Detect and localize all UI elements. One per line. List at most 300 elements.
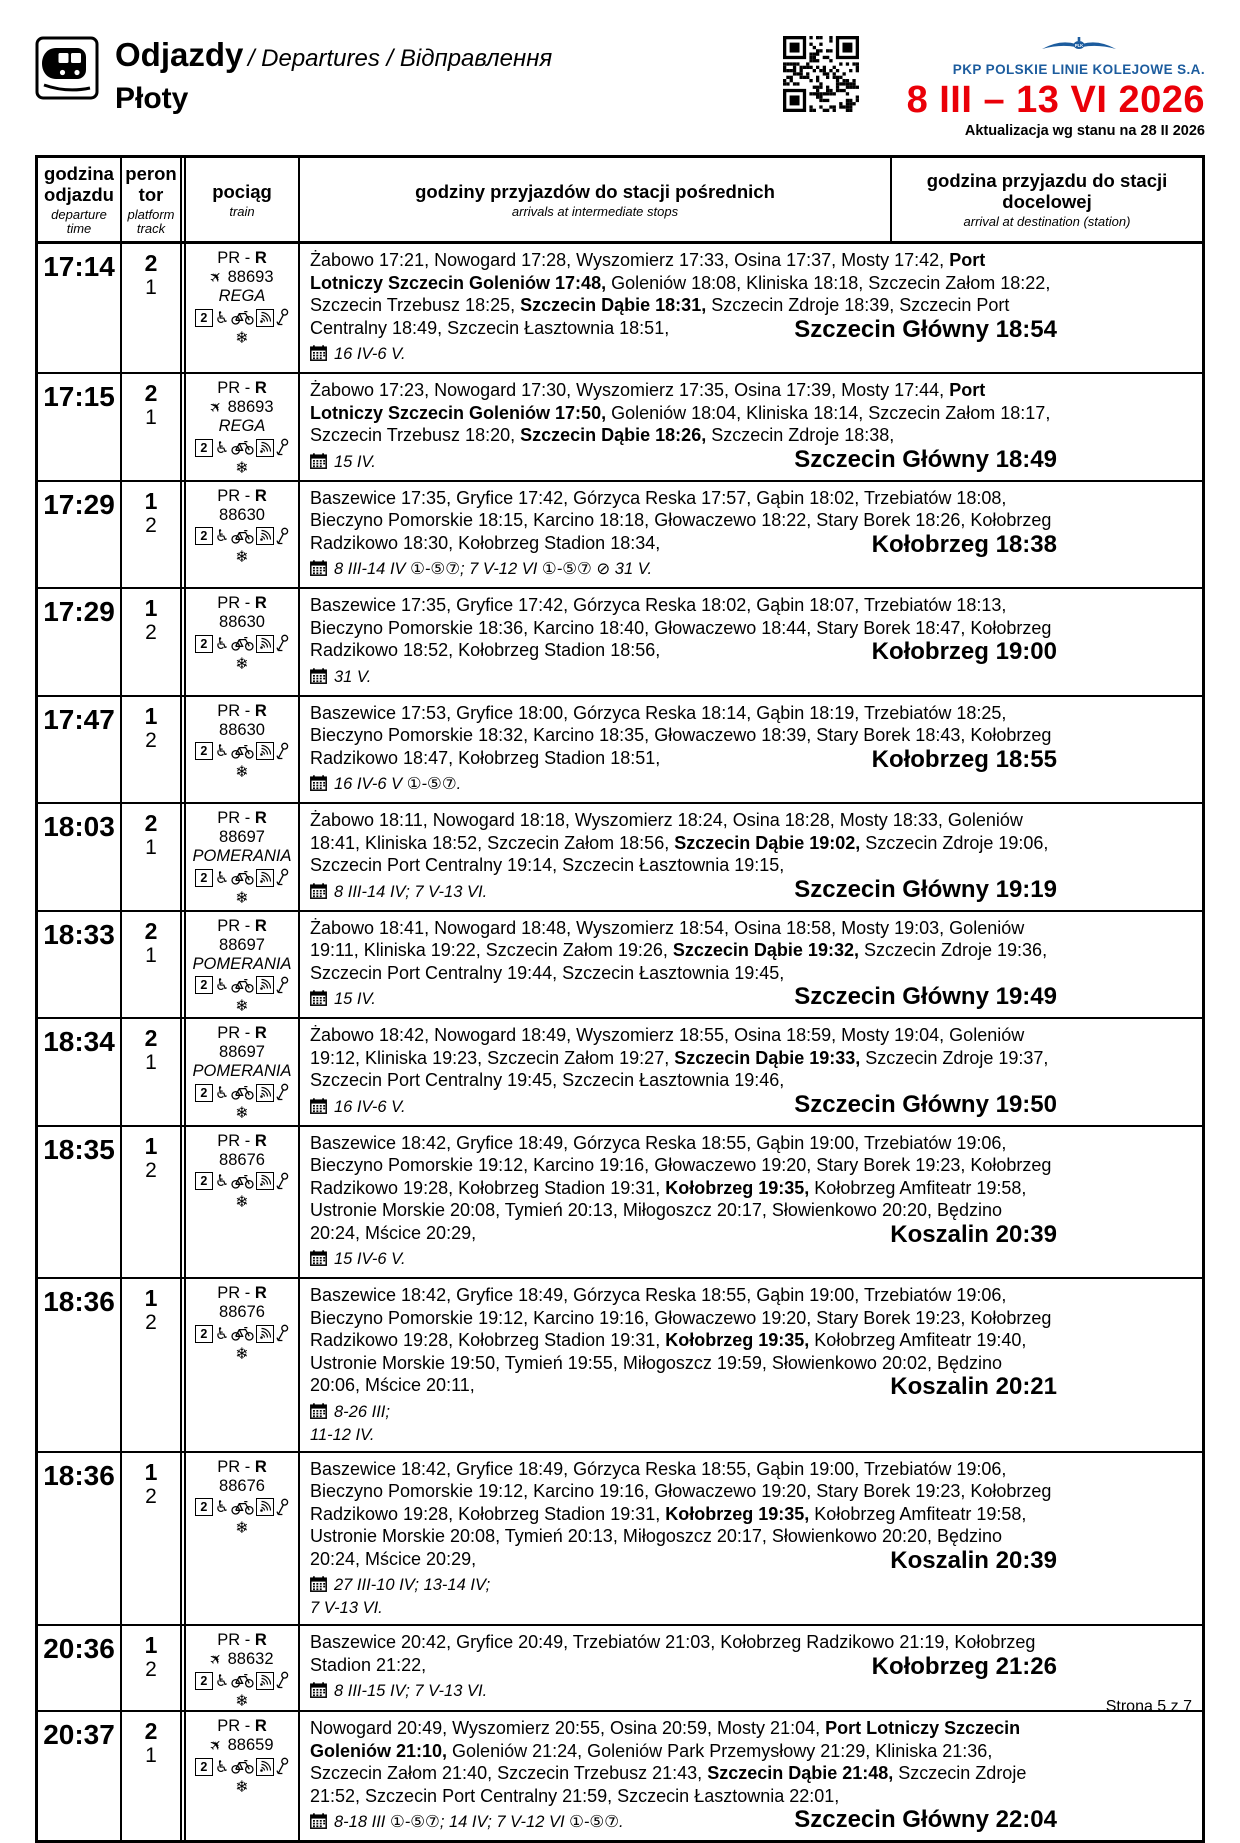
air-conditioning-icon: ❄ xyxy=(235,1517,249,1537)
train-name: POMERANIA xyxy=(192,1062,292,1080)
stop-text: Szczecin Zdroje 21:52, Szczecin Port Centralny 21:59, Szczecin Łasztownia 22:01, xyxy=(310,1763,1027,1806)
train-category: PR - R xyxy=(217,249,267,267)
track-number: 2 xyxy=(145,1658,157,1681)
calendar-restrictions xyxy=(310,1681,1192,1704)
calendar-icon xyxy=(310,1098,327,1120)
timetable-body xyxy=(38,244,1202,1840)
train-number: 88676 xyxy=(219,1303,265,1321)
column-header-platform-en: platform track xyxy=(127,207,175,236)
calendar-restrictions xyxy=(310,452,1192,475)
conductor-icon xyxy=(276,308,289,327)
class-2-icon: 2 xyxy=(195,742,213,760)
plane-icon: ✈ xyxy=(205,266,228,288)
bicycle-icon xyxy=(231,1326,254,1341)
departure-time: 18:03 xyxy=(43,811,115,842)
platform-number: 1 xyxy=(144,1458,158,1485)
train-cell xyxy=(180,1453,298,1625)
wheelchair-icon: ♿ xyxy=(214,526,230,545)
calendar-text: 11-12 IV. xyxy=(310,1425,375,1444)
platform-track-cell xyxy=(120,374,180,480)
header-right-column xyxy=(875,36,1205,139)
departure-time: 17:15 xyxy=(43,381,115,412)
table-row xyxy=(38,802,1202,910)
platform-number: 2 xyxy=(144,1718,158,1744)
calendar-text: 15 IV. xyxy=(334,990,376,1008)
departure-time: 20:36 xyxy=(43,1633,115,1664)
track-number: 1 xyxy=(145,276,157,299)
intermediate-stops xyxy=(310,1132,1192,1248)
intermediate-stops xyxy=(310,594,1192,665)
platform-track-cell xyxy=(120,697,180,803)
wheelchair-icon: ♿ xyxy=(214,633,230,653)
departure-time: 17:47 xyxy=(43,703,115,735)
conductor-icon xyxy=(276,742,289,761)
stop-text: Żabowo 18:41, Nowogard 18:48, Wyszomierz 18:54, Osina 18:58, Mosty 19:03, Goleniów 19:11, Kliniska 19:22, Szczecin Załom 19:26, xyxy=(310,917,1025,960)
stops-cell xyxy=(298,912,1202,1018)
calendar-text: 27 III-10 IV; 13-14 IV; xyxy=(334,1576,491,1594)
intermediate-stops xyxy=(310,249,1192,343)
departure-time: 17:29 xyxy=(43,596,115,627)
table-header-row xyxy=(38,158,1202,244)
track-number: 2 xyxy=(145,728,157,752)
column-header-stops-pl: godziny przyjazdów do stacji pośrednich xyxy=(415,180,775,202)
table-row xyxy=(38,244,1202,372)
bicycle-icon xyxy=(231,1759,254,1774)
wifi-icon xyxy=(256,976,274,994)
calendar-text: 16 IV-6 V. xyxy=(334,345,406,363)
platform-number: 2 xyxy=(144,1025,158,1051)
calendar-line xyxy=(310,559,1192,582)
column-header-destination-en: arrival at destination (station) xyxy=(963,214,1131,229)
stops-cell xyxy=(298,244,1202,372)
calendar-text: 15 IV. xyxy=(334,452,376,471)
departure-time: 18:33 xyxy=(43,918,115,950)
destination-arrival: Koszalin 20:21 xyxy=(890,1373,1057,1400)
train-category: PR - R xyxy=(217,916,267,935)
calendar-line xyxy=(310,774,1192,797)
column-header-platform xyxy=(120,158,180,241)
facility-icons-row-2 xyxy=(186,1345,298,1363)
wifi-icon xyxy=(256,1672,274,1690)
facility-icons-row xyxy=(186,308,298,327)
wifi-icon xyxy=(256,309,274,327)
major-stop: Szczecin Dąbie 21:48, xyxy=(707,1763,894,1783)
train-category: PR - R xyxy=(217,1131,267,1150)
calendar-text: 7 V-13 VI. xyxy=(310,1599,383,1617)
track-number: 2 xyxy=(145,1484,157,1508)
wifi-icon xyxy=(256,1498,274,1516)
class-2-icon: 2 xyxy=(195,1758,213,1776)
bicycle-icon xyxy=(231,1085,254,1100)
facility-icons-row-2 xyxy=(186,997,298,1015)
platform-number: 1 xyxy=(144,1132,158,1159)
train-cell xyxy=(180,482,298,588)
facility-icons-row xyxy=(186,1671,298,1690)
plane-icon: ✈ xyxy=(205,1734,228,1756)
major-stop: Szczecin Dąbie 19:33, xyxy=(674,1047,861,1068)
calendar-line xyxy=(310,1812,1192,1835)
conductor-icon xyxy=(276,1671,289,1690)
class-2-icon: 2 xyxy=(195,1084,213,1102)
stops-cell xyxy=(298,1019,1202,1125)
train-cell xyxy=(180,1019,298,1125)
facility-icons-row-2 xyxy=(186,1778,298,1796)
wheelchair-icon: ♿ xyxy=(214,307,230,327)
calendar-icon xyxy=(310,990,327,1012)
stop-text: Żabowo 17:21, Nowogard 17:28, Wyszomierz 17:33, Osina 17:37, Mosty 17:42, xyxy=(310,250,950,270)
train-number: 88676 xyxy=(219,1476,265,1495)
stops-cell xyxy=(298,804,1202,910)
train-category: PR - R xyxy=(217,1717,267,1735)
train-cell xyxy=(180,589,298,695)
calendar-line xyxy=(310,452,1192,475)
air-conditioning-icon: ❄ xyxy=(235,1344,249,1363)
stop-text: Szczecin Zdroje 18:38, xyxy=(706,425,895,445)
track-number: 2 xyxy=(145,513,157,537)
destination-arrival: Kołobrzeg 18:55 xyxy=(871,745,1057,773)
page-title-translations: / Departures / Відправлення xyxy=(247,45,553,72)
platform-track-cell xyxy=(120,244,180,372)
platform-track-cell xyxy=(120,482,180,588)
calendar-restrictions xyxy=(310,882,1192,905)
calendar-text: 8-26 III; xyxy=(334,1402,390,1421)
table-row xyxy=(38,910,1202,1018)
table-row xyxy=(38,1451,1202,1625)
qr-code xyxy=(783,36,859,112)
class-2-icon: 2 xyxy=(195,309,213,327)
wheelchair-icon: ♿ xyxy=(214,437,230,457)
destination-arrival: Szczecin Główny 19:49 xyxy=(794,983,1057,1010)
wifi-icon xyxy=(256,1084,274,1102)
header-right xyxy=(783,36,1205,139)
bicycle-icon xyxy=(231,978,254,993)
table-row xyxy=(38,1624,1202,1710)
plane-icon: ✈ xyxy=(205,396,228,418)
class-2-icon: 2 xyxy=(195,1498,213,1516)
conductor-icon xyxy=(276,976,289,995)
intermediate-stops xyxy=(310,1284,1192,1400)
facility-icons-row xyxy=(186,976,298,995)
departure-time: 18:34 xyxy=(43,1026,115,1057)
platform-track-cell xyxy=(120,1127,180,1278)
conductor-icon xyxy=(276,634,289,653)
class-2-icon: 2 xyxy=(195,1672,213,1690)
track-number: 2 xyxy=(145,621,157,644)
class-2-icon: 2 xyxy=(195,869,213,887)
destination-arrival: Kołobrzeg 21:26 xyxy=(871,1652,1057,1680)
bicycle-icon xyxy=(231,870,254,885)
departure-time: 18:35 xyxy=(43,1133,115,1165)
train-number: 88697 xyxy=(219,935,265,954)
stop-text: Nowogard 20:49, Wyszomierz 20:55, Osina 20:59, Mosty 21:04, xyxy=(310,1718,826,1738)
facility-icons-row-2 xyxy=(186,1692,298,1710)
calendar-line xyxy=(310,1681,1192,1704)
platform-track-cell xyxy=(120,804,180,910)
calendar-restrictions xyxy=(310,1249,1192,1272)
calendar-icon xyxy=(310,775,327,797)
calendar-text: 15 IV-6 V. xyxy=(334,1250,406,1268)
calendar-text: 8-18 III ①-⑤⑦; 14 IV; 7 V-12 VI ①-⑤⑦. xyxy=(334,1813,624,1831)
column-header-departure xyxy=(38,158,120,241)
platform-track-cell xyxy=(120,1712,180,1840)
stop-text: Baszewice 17:35, Gryfice 17:42, Górzyca Reska 17:57, Gąbin 18:02, Trzebiatów 18:08, Bieczyno Pomorskie 18:15, Karcino 18:18, Głowaczewo 18:22, Stary Borek 18:26, Kołobrzeg Radzikowo 18:30, Kołobrzeg Stadion 18:34, xyxy=(310,487,1052,553)
calendar-line xyxy=(310,344,1192,367)
train-cell xyxy=(180,1626,298,1710)
calendar-line xyxy=(310,1249,1192,1272)
bicycle-icon xyxy=(231,1500,254,1515)
stop-text: Kołobrzeg Amfiteatr 19:40, Ustronie Morskie 19:50, Tymień 19:55, Miłogoszcz 19:59, Słowienkowo 20:02, Będzino 20:06, Mścice 20:11, xyxy=(310,1330,1027,1395)
stop-text: Goleniów 18:08, Kliniska 18:18, Szczecin Załom 18:22, Szczecin Trzebusz 18:25, xyxy=(310,272,1051,315)
train-cell xyxy=(180,1712,298,1840)
train-number: ✈ 88693 xyxy=(205,266,274,288)
platform-track-cell xyxy=(120,912,180,1018)
destination-arrival: Kołobrzeg 18:38 xyxy=(871,530,1057,558)
conductor-icon xyxy=(276,868,289,887)
train-number: 88630 xyxy=(219,505,265,524)
air-conditioning-icon: ❄ xyxy=(235,458,249,477)
calendar-line xyxy=(310,1097,1192,1120)
class-2-icon: 2 xyxy=(195,439,213,457)
stop-text: Żabowo 18:11, Nowogard 18:18, Wyszomierz 18:24, Osina 18:28, Mosty 18:33, Goleniów 18:41, Kliniska 18:52, Szczecin Załom 18:56, xyxy=(310,810,1023,853)
major-stop: Szczecin Dąbie 19:02, xyxy=(674,832,861,853)
pkp-eagle-icon xyxy=(1040,36,1118,61)
train-number: 88630 xyxy=(219,613,265,631)
stop-text: Szczecin Zdroje 18:39, Szczecin Port Centralny 18:49, Szczecin Łasztownia 18:51, xyxy=(310,295,1010,338)
calendar-line xyxy=(310,989,1192,1012)
calendar-restrictions xyxy=(310,989,1192,1012)
calendar-text: 16 IV-6 V. xyxy=(334,1097,406,1116)
facility-icons-row-2 xyxy=(186,1104,298,1122)
stop-text: Goleniów 21:24, Goleniów Park Przemysłowy 21:29, Kliniska 21:36, Szczecin Załom 21:40, Szczecin Trzebusz 21:43, xyxy=(310,1740,993,1783)
column-header-destination xyxy=(890,158,1202,241)
calendar-restrictions xyxy=(310,344,1192,367)
major-stop: Port Lotniczy Szczecin Goleniów 17:50, xyxy=(310,380,986,423)
stops-cell xyxy=(298,697,1202,803)
train-cell xyxy=(180,804,298,910)
facility-icons-row xyxy=(186,1757,298,1776)
table-row xyxy=(38,695,1202,803)
departure-time: 17:29 xyxy=(43,488,115,520)
air-conditioning-icon: ❄ xyxy=(235,1103,249,1122)
track-number: 1 xyxy=(145,1744,157,1767)
major-stop: Port Lotniczy Szczecin Goleniów 21:10, xyxy=(310,1718,1021,1761)
train-number: ✈ 88693 xyxy=(205,396,274,418)
air-conditioning-icon: ❄ xyxy=(235,761,249,781)
bicycle-icon xyxy=(231,744,254,759)
stops-cell xyxy=(298,1712,1202,1840)
train-number: 88697 xyxy=(219,828,265,846)
calendar-text: 8 III-14 IV; 7 V-13 VI. xyxy=(334,882,488,901)
facility-icons-row xyxy=(186,1498,298,1517)
platform-number: 2 xyxy=(144,380,158,406)
wifi-icon xyxy=(256,869,274,887)
stops-cell xyxy=(298,1453,1202,1625)
major-stop: Szczecin Dąbie 18:31, xyxy=(520,295,707,315)
stops-cell xyxy=(298,1279,1202,1451)
air-conditioning-icon: ❄ xyxy=(235,1191,249,1211)
destination-arrival: Kołobrzeg 19:00 xyxy=(871,638,1057,665)
facility-icons-row xyxy=(186,1083,298,1102)
platform-number: 1 xyxy=(144,1632,158,1658)
facility-icons-row xyxy=(186,527,298,546)
platform-track-cell xyxy=(120,1019,180,1125)
table-row xyxy=(38,1125,1202,1278)
stop-text: Baszewice 20:42, Gryfice 20:49, Trzebiatów 21:03, Kołobrzeg Radzikowo 21:19, Kołobrzeg Stadion 21:22, xyxy=(310,1632,1036,1675)
facility-icons-row-2 xyxy=(186,1193,298,1211)
conductor-icon xyxy=(276,1324,289,1343)
calendar-restrictions xyxy=(310,1575,1192,1619)
facility-icons-row xyxy=(186,742,298,761)
wifi-icon xyxy=(256,527,274,545)
platform-number: 1 xyxy=(144,595,158,621)
calendar-line xyxy=(310,1402,1192,1425)
train-category: PR - R xyxy=(217,701,267,720)
table-row xyxy=(38,587,1202,695)
calendar-line xyxy=(310,1575,1192,1598)
departure-time: 17:14 xyxy=(43,251,115,282)
stops-cell xyxy=(298,482,1202,588)
page-number: Strona 5 z 7 xyxy=(1105,1698,1192,1715)
train-cell xyxy=(180,912,298,1018)
header-left xyxy=(35,36,552,116)
pkp-brand-name: PKP POLSKIE LINIE KOLEJOWE S.A. xyxy=(952,62,1205,77)
stop-text: Baszewice 18:42, Gryfice 18:49, Górzyca Reska 18:55, Gąbin 19:00, Trzebiatów 19:06, Bieczyno Pomorskie 19:12, Karcino 19:16, Głowaczewo 19:20, Stary Borek 19:23, Kołobrzeg Radzikowo 19:28, Kołobrzeg Stadion 19:31, xyxy=(310,1285,1052,1350)
major-stop: Kołobrzeg 19:35, xyxy=(665,1330,810,1350)
major-stop: Szczecin Dąbie 18:26, xyxy=(520,425,707,445)
wheelchair-icon: ♿ xyxy=(214,1756,230,1776)
platform-number: 2 xyxy=(144,917,158,944)
class-2-icon: 2 xyxy=(195,1325,213,1343)
stop-text: Szczecin Zdroje 19:37, Szczecin Port Centralny 19:45, Szczecin Łasztownia 19:46, xyxy=(310,1047,1049,1090)
track-number: 1 xyxy=(145,943,157,967)
departure-time: 18:36 xyxy=(43,1286,115,1317)
svg-text:PLK: PLK xyxy=(1074,42,1084,48)
platform-number: 1 xyxy=(144,1285,158,1311)
platform-track-cell xyxy=(120,1626,180,1710)
table-row xyxy=(38,480,1202,588)
calendar-text: 8 III-15 IV; 7 V-13 VI. xyxy=(334,1682,488,1700)
plane-icon: ✈ xyxy=(205,1648,228,1670)
calendar-icon xyxy=(310,453,327,475)
calendar-icon xyxy=(310,560,327,582)
intermediate-stops xyxy=(310,702,1192,773)
column-header-destination-pl: godzina przyjazdu do stacji docelowej xyxy=(926,170,1168,212)
facility-icons-row xyxy=(186,438,298,457)
title-block xyxy=(115,36,552,116)
destination-arrival: Szczecin Główny 19:19 xyxy=(794,875,1057,903)
intermediate-stops xyxy=(310,1458,1192,1574)
wheelchair-icon: ♿ xyxy=(214,1323,230,1343)
train-category: PR - R xyxy=(217,379,267,397)
track-number: 1 xyxy=(145,836,157,859)
column-header-train xyxy=(180,158,298,241)
facility-icons-row-2 xyxy=(186,889,298,907)
calendar-icon xyxy=(310,668,327,690)
train-number: 88676 xyxy=(219,1150,265,1169)
train-category: PR - R xyxy=(217,1024,267,1042)
calendar-line xyxy=(310,1425,1192,1446)
bicycle-icon xyxy=(231,1174,254,1189)
column-header-departure-en: departure time xyxy=(51,207,107,236)
air-conditioning-icon: ❄ xyxy=(235,888,249,907)
calendar-icon xyxy=(310,1250,327,1272)
train-cell xyxy=(180,374,298,480)
train-category: PR - R xyxy=(217,1284,267,1302)
calendar-restrictions xyxy=(310,1402,1192,1446)
calendar-icon xyxy=(310,345,327,367)
conductor-icon xyxy=(276,1172,289,1191)
calendar-restrictions xyxy=(310,1812,1192,1835)
wheelchair-icon: ♿ xyxy=(214,975,230,994)
train-name: REGA xyxy=(218,417,266,435)
page-title: Odjazdy xyxy=(115,36,244,73)
stops-cell xyxy=(298,1127,1202,1278)
departure-time: 20:37 xyxy=(43,1719,115,1750)
validity-period: 8 III – 13 VI 2026 xyxy=(906,79,1205,121)
stop-text: Baszewice 18:42, Gryfice 18:49, Górzyca Reska 18:55, Gąbin 19:00, Trzebiatów 19:06, Bieczyno Pomorskie 19:12, Karcino 19:16, Głowaczewo 19:20, Stary Borek 19:23, Kołobrzeg Radzikowo 19:28, Kołobrzeg Stadion 19:31, xyxy=(310,1132,1052,1198)
page-footer xyxy=(1106,1698,1192,1716)
stop-text: Szczecin Zdroje 19:36, Szczecin Port Centralny 19:44, Szczecin Łasztownia 19:45, xyxy=(310,940,1048,983)
train-number: 88630 xyxy=(219,720,265,739)
train-category: PR - R xyxy=(217,1631,267,1649)
train-logo-icon xyxy=(35,36,99,100)
bicycle-icon xyxy=(231,440,254,455)
facility-icons-row xyxy=(186,1172,298,1191)
bicycle-icon xyxy=(231,636,254,651)
major-stop: Kołobrzeg 19:35, xyxy=(665,1503,810,1524)
train-cell xyxy=(180,697,298,803)
stop-text: Kołobrzeg Amfiteatr 19:58, Ustronie Morskie 20:08, Tymień 20:13, Miłogoszcz 20:17, Słowienkowo 20:20, Będzino 20:24, Mścice 20:29, xyxy=(310,1177,1027,1243)
platform-number: 2 xyxy=(144,250,158,276)
calendar-line xyxy=(310,882,1192,905)
train-category: PR - R xyxy=(217,486,267,505)
facility-icons-row-2 xyxy=(186,763,298,781)
stop-text: Baszewice 18:42, Gryfice 18:49, Górzyca Reska 18:55, Gąbin 19:00, Trzebiatów 19:06, Bieczyno Pomorskie 19:12, Karcino 19:16, Głowaczewo 19:20, Stary Borek 19:23, Kołobrzeg Radzikowo 19:28, Kołobrzeg Stadion 19:31, xyxy=(310,1458,1052,1524)
stop-text: Goleniów 18:04, Kliniska 18:14, Szczecin Załom 18:17, Szczecin Trzebusz 18:20, xyxy=(310,402,1051,445)
table-row xyxy=(38,1017,1202,1125)
train-name: POMERANIA xyxy=(192,954,292,973)
air-conditioning-icon: ❄ xyxy=(235,995,249,1015)
column-header-train-pl: pociąg xyxy=(212,180,272,202)
wifi-icon xyxy=(256,439,274,457)
train-category: PR - R xyxy=(217,1457,267,1476)
air-conditioning-icon: ❄ xyxy=(235,546,249,566)
calendar-text: 8 III-14 IV ①-⑤⑦; 7 V-12 VI ①-⑤⑦ ⊘ 31 V. xyxy=(334,560,653,578)
stop-text: Kołobrzeg Amfiteatr 19:58, Ustronie Morskie 20:08, Tymień 20:13, Miłogoszcz 20:17, Słowienkowo 20:20, Będzino 20:24, Mścice 20:29, xyxy=(310,1503,1027,1569)
facility-icons-row xyxy=(186,868,298,887)
departure-time: 18:36 xyxy=(43,1459,115,1491)
destination-arrival: Koszalin 20:39 xyxy=(890,1546,1057,1574)
class-2-icon: 2 xyxy=(195,976,213,994)
wifi-icon xyxy=(256,1172,274,1190)
page-header xyxy=(35,36,1205,139)
class-2-icon: 2 xyxy=(195,635,213,653)
calendar-line xyxy=(310,1598,1192,1619)
platform-number: 1 xyxy=(144,702,158,729)
conductor-icon xyxy=(276,1757,289,1776)
platform-track-cell xyxy=(120,1453,180,1625)
stop-text: Baszewice 17:53, Gryfice 18:00, Górzyca Reska 18:14, Gąbin 18:19, Trzebiatów 18:25, Bieczyno Pomorskie 18:32, Karcino 18:35, Głowaczewo 18:39, Stary Borek 18:43, Kołobrzeg Radzikowo 18:47, Kołobrzeg Stadion 18:51, xyxy=(310,702,1052,768)
table-row xyxy=(38,372,1202,480)
platform-track-cell xyxy=(120,1279,180,1451)
update-note: Aktualizacja wg stanu na 28 II 2026 xyxy=(964,123,1205,139)
wheelchair-icon: ♿ xyxy=(214,867,230,887)
calendar-text: 31 V. xyxy=(334,667,372,686)
facility-icons-row xyxy=(186,634,298,653)
air-conditioning-icon: ❄ xyxy=(235,1691,249,1710)
intermediate-stops xyxy=(310,487,1192,558)
track-number: 2 xyxy=(145,1158,157,1182)
